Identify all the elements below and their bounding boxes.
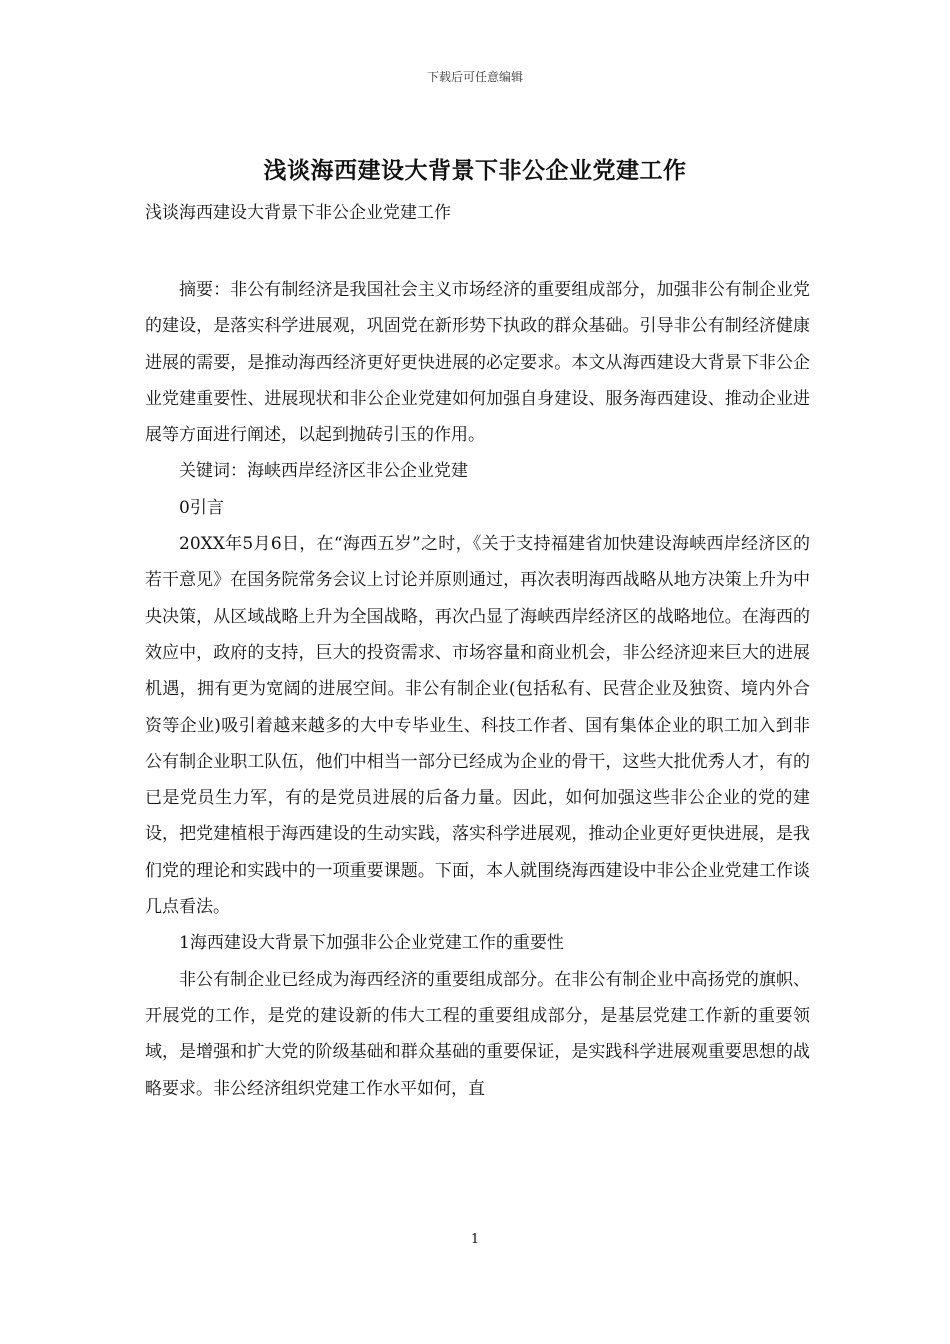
document-title: 浅谈海西建设大背景下非公企业党建工作: [263, 158, 687, 184]
section-heading-importance: 1海西建设大背景下加强非公企业党建工作的重要性: [179, 933, 564, 954]
keywords-paragraph: 关键词：海峡西岸经济区非公企业党建: [179, 461, 468, 482]
header-note: 下载后可任意编辑: [426, 70, 523, 84]
document-body: [145, 272, 810, 1107]
importance-paragraph: 非公有制企业已经成为海西经济的重要组成部分。在非公有制企业中高扬党的旗帜、开展党的工作，是党的建设新的伟大工程的重要组成部分，是基层党建工作新的重要领域，是增强和扩大党的阶级基础和群众基础的重要保证，是实践科学进展观重要思想的战略要求。非公经济组织党建工作水平如何，直: [145, 969, 810, 1099]
section-heading-introduction: 0引言: [179, 497, 224, 518]
page-number: 1: [470, 1232, 480, 1247]
abstract-paragraph: 摘要：非公有制经济是我国社会主义市场经济的重要组成部分，加强非公有制企业党的建设，是落实科学进展观，巩固党在新形势下执政的群众基础。引导非公有制经济健康进展的需要，是推动海西经济更好更快进展的必定要求。本文从海西建设大背景下非公企业党建重要性、进展现状和非公企业党建如何加强自身建设、服务海西建设、推动企业进展等方面进行阐述，以起到抛砖引玉的作用。: [145, 280, 810, 446]
introduction-paragraph: 20XX年5月6日，在“海西五岁”之时，《关于支持福建省加快建设海峡西岸经济区的若干意见》在国务院常务会议上讨论并原则通过，再次表明海西战略从地方决策上升为中央决策，从区域战略上升为全国战略，再次凸显了海峡西岸经济区的战略地位。在海西的效应中，政府的支持，巨大的投资需求、市场容量和商业机会，非公经济迎来巨大的进展机遇，拥有更为宽阔的进展空间。非公有制企业(包括私有、民营企业及独资、境内外合资等企业)吸引着越来越多的大中专毕业生、科技工作者、国有集体企业的职工加入到非公有制企业职工队伍，他们中相当一部分已经成为企业的骨干，这些大批优秀人才，有的已是党员生力军，有的是党员进展的后备力量。因此，如何加强这些非公企业的党的建设，把党建植根于海西建设的生动实践，落实科学进展观，推动企业更好更快进展，是我们党的理论和实践中的一项重要课题。下面，本人就围绕海西建设中非公企业党建工作谈几点看法。: [145, 534, 810, 918]
document-subtitle: 浅谈海西建设大背景下非公企业党建工作: [145, 203, 451, 223]
